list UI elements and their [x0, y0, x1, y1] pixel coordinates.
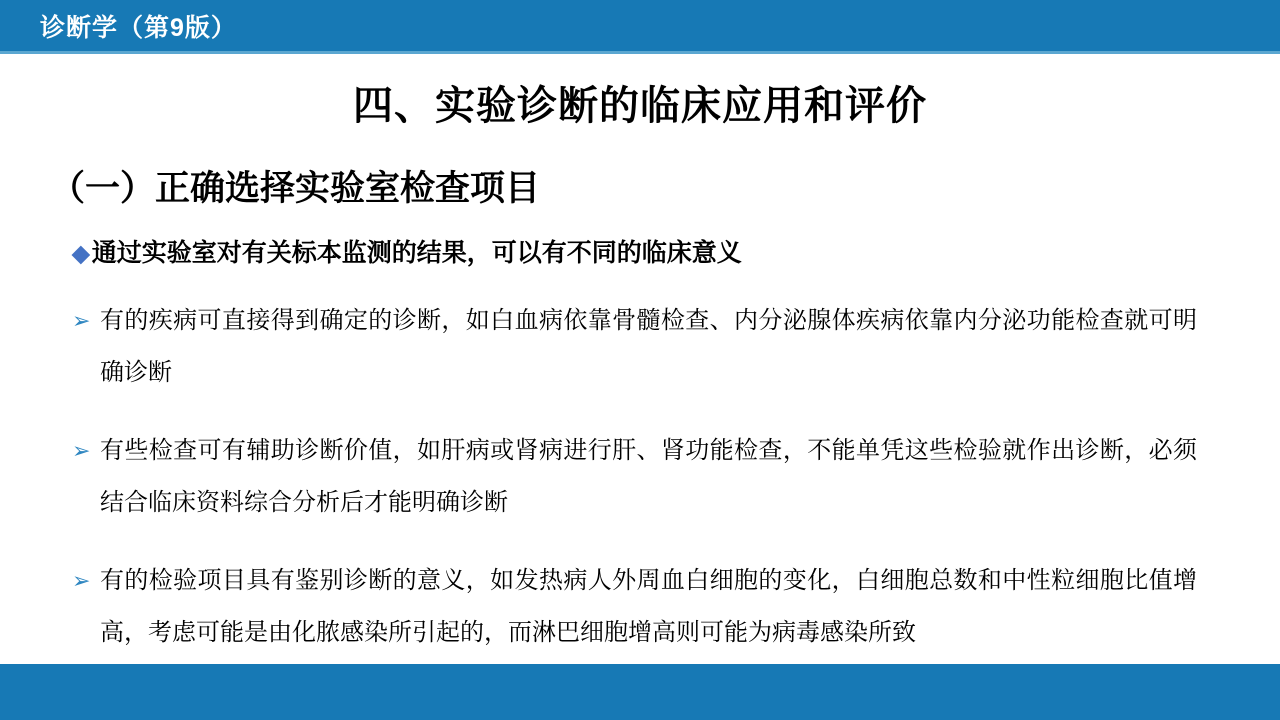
book-title: 诊断学（第9版）: [40, 13, 237, 42]
bullet-list: [72, 295, 1197, 659]
key-point-text: 通过实验室对有关标本监测的结果，可以有不同的临床意义: [91, 239, 742, 267]
bullet-item: [72, 295, 1197, 399]
bullet-text: 有的疾病可直接得到确定的诊断，如白血病依靠骨髓检查、内分泌腺体疾病依靠内分泌功能检查就可明确诊断: [100, 307, 1197, 386]
section-heading: （一）正确选择实验室检查项目: [50, 169, 541, 208]
footer-bar: [0, 664, 1280, 720]
header-bar: [0, 0, 1280, 54]
diamond-bullet-icon: ◆: [72, 240, 90, 266]
bullet-item: [72, 555, 1197, 659]
slide-title: 四、实验诊断的临床应用和评价: [353, 84, 927, 128]
arrow-bullet-icon: ➢: [72, 568, 91, 593]
bullet-text: 有些检查可有辅助诊断价值，如肝病或肾病进行肝、肾功能检查，不能单凭这些检验就作出诊断，必须结合临床资料综合分析后才能明确诊断: [100, 437, 1197, 516]
bullet-text: 有的检验项目具有鉴别诊断的意义，如发热病人外周血白细胞的变化，白细胞总数和中性粒细胞比值增高，考虑可能是由化脓感染所引起的，而淋巴细胞增高则可能为病毒感染所致: [100, 567, 1197, 646]
bullet-item: [72, 425, 1197, 529]
arrow-bullet-icon: ➢: [72, 438, 91, 463]
arrow-bullet-icon: ➢: [72, 308, 91, 333]
key-point: [72, 233, 1280, 269]
